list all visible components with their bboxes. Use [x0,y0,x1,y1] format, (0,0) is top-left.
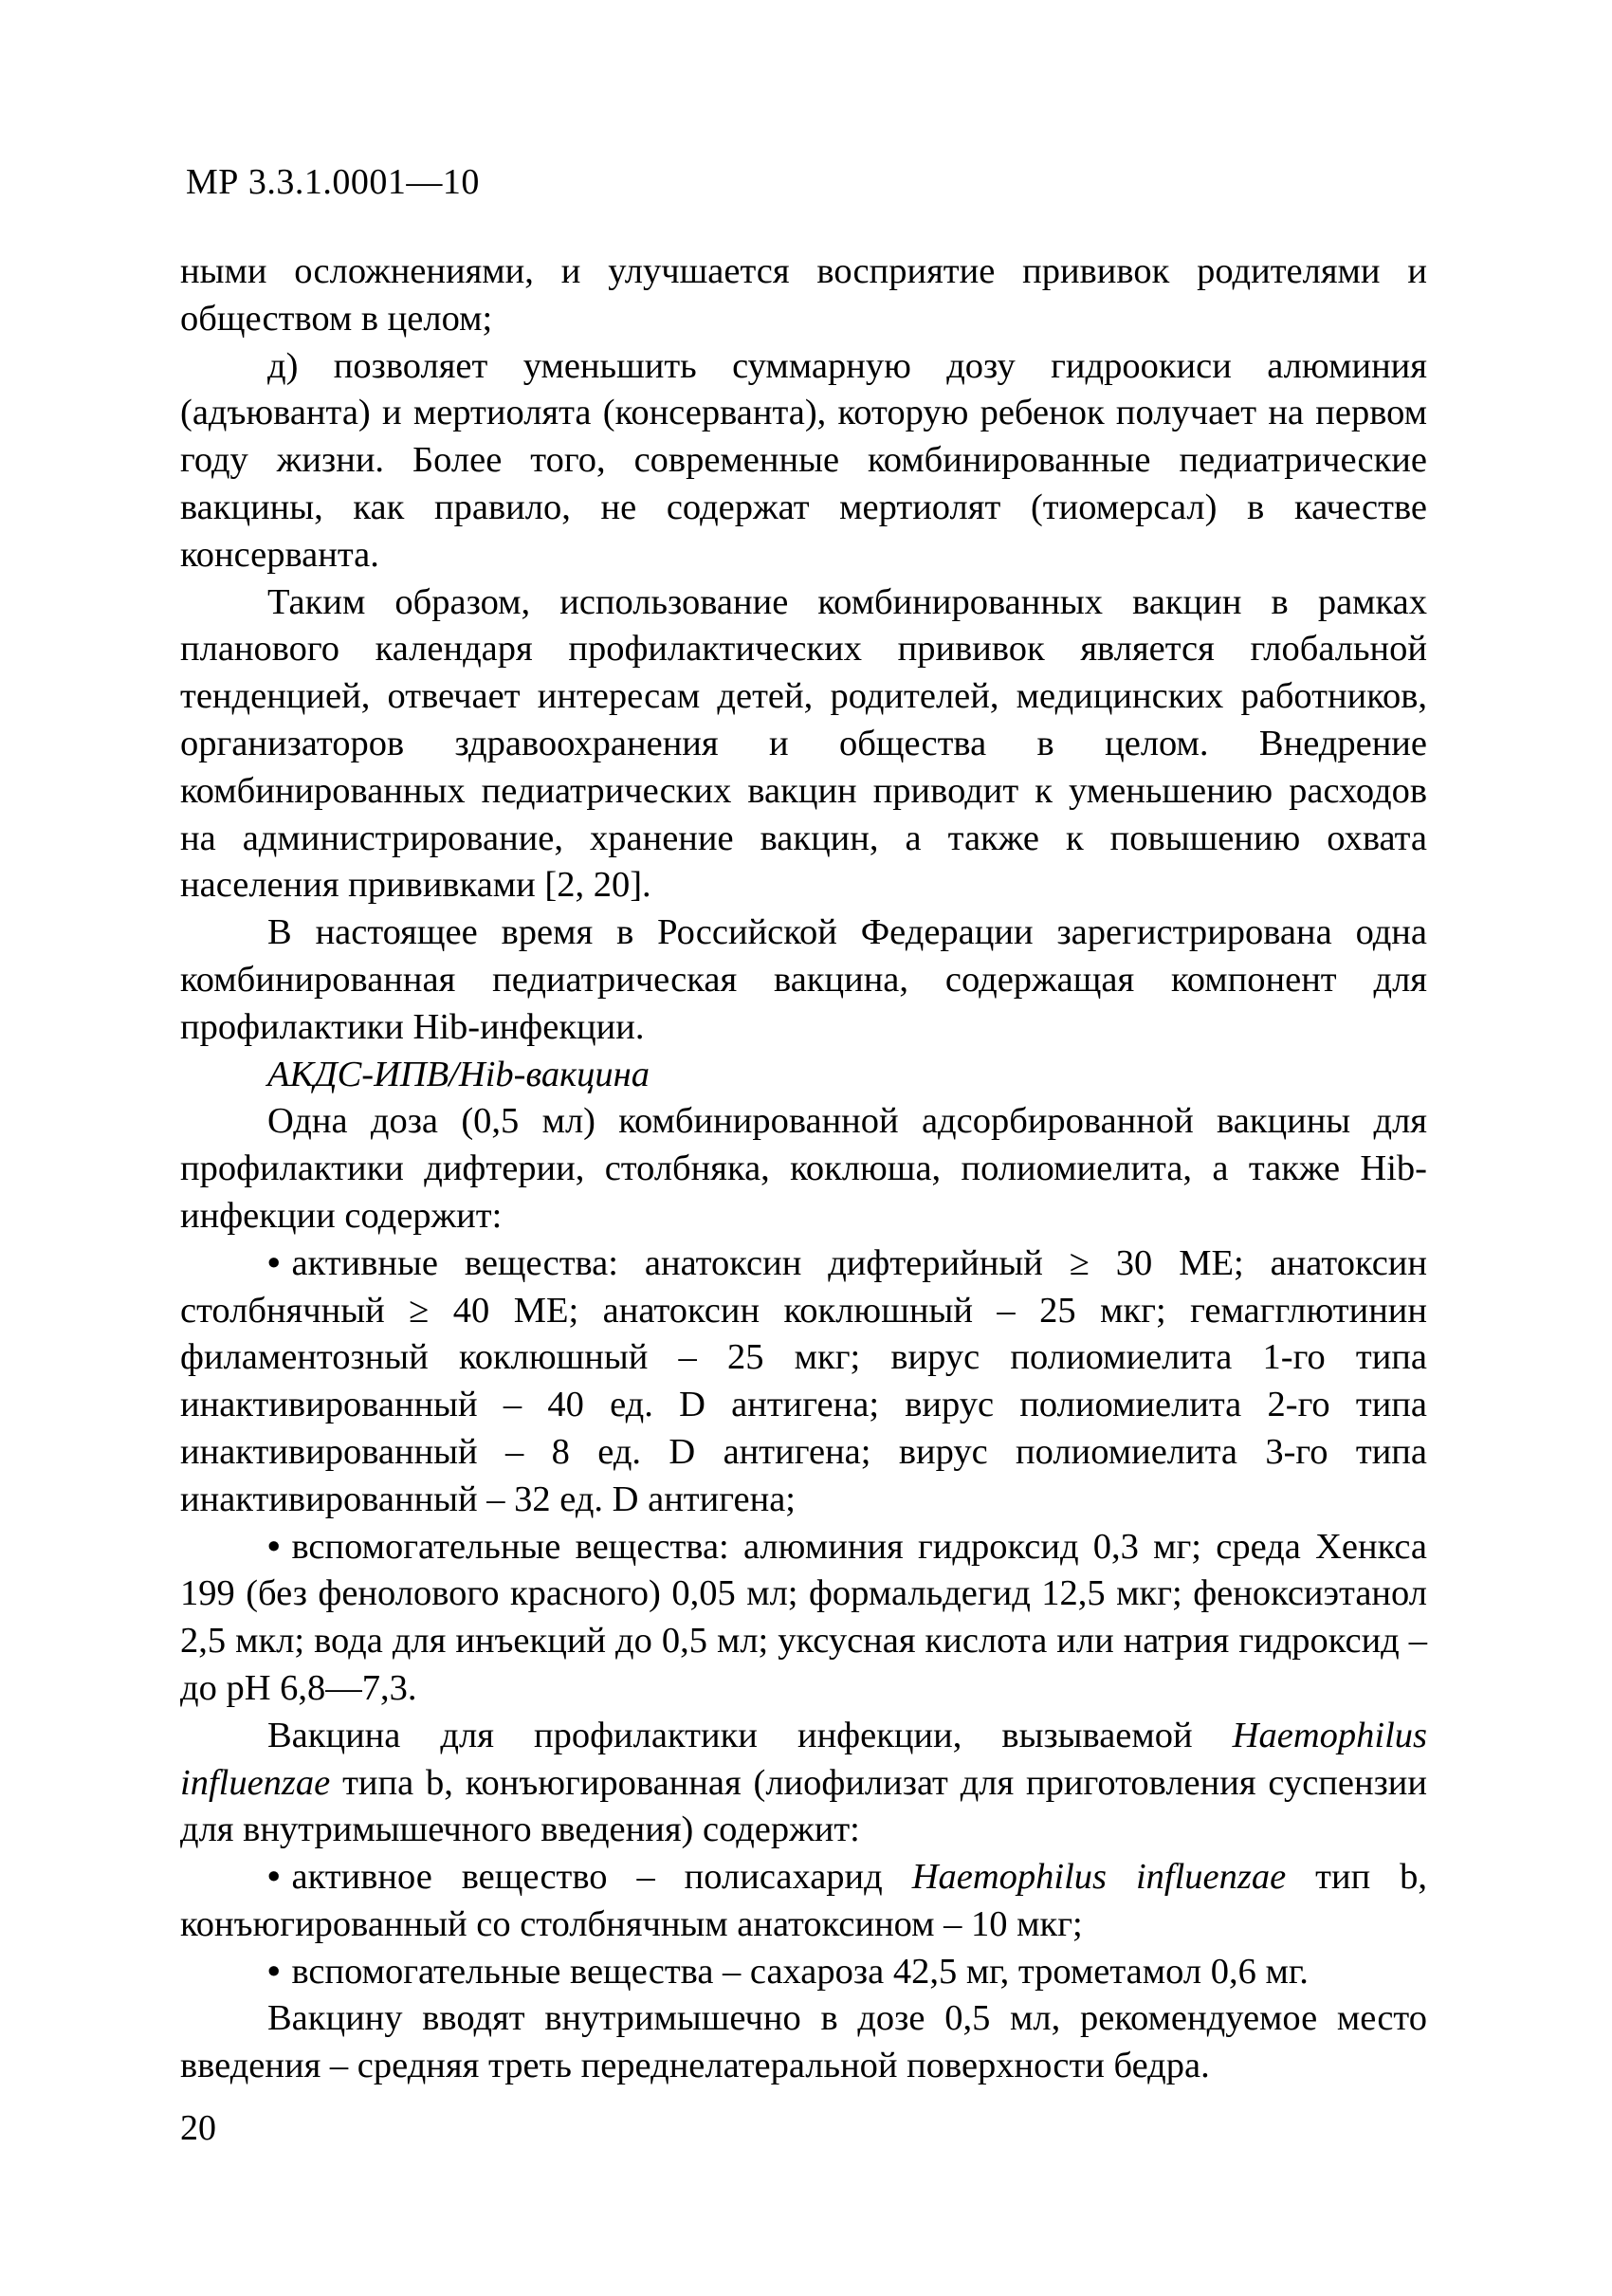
text-segment: активное вещество – полисахарид [291,1857,912,1898]
paragraph-item-d: д) позволяет уменьшить суммарную дозу гидроокиси алюминия (адъюванта) и мертиолята (консерванта), которую ребенок получает на первом году жизни. Более того, современные комбинированные педиатрические вакцины, как правило, не содержат мертиолят (тиомерсал) в качестве консерванта. [180,345,1427,575]
paragraph-conclusion: Таким образом, использование комбинированных вакцин в рамках планового календаря профилактических прививок является глобальной тенденцией, отвечает интересам детей, родителей, медицинских работников, организаторов здравоохранения и общества в целом. Внедрение комбинированных педиатрических вакцин приводит к уменьшению расходов на администрирование, хранение вакцин, а также к повышению охвата населения прививками [2, 20]. [180,581,1427,906]
paragraph-continuation: ными осложнениями, и улучшается восприятие прививок родителями и обществом в целом; [180,251,1427,339]
text-segment: Вакцина для профилактики инфекции, вызываемой [267,1715,1233,1755]
text-segment: типа b, конъюгированная (лиофилизат для приготовления суспензии для внутримышечного введения) содержит: [180,1762,1427,1850]
species-name: Haemophilus influenzae [911,1857,1287,1898]
paragraph-registration: В настоящее время в Российской Федерации зарегистрирована одна комбинированная педиатрическая вакцина, содержащая компонент для профилактики Hib-инфекции. [180,912,1427,1047]
document-number: МР 3.3.1.0001—10 [186,162,480,202]
species-name: Haemophilus influenzae [180,1715,1427,1803]
paragraph-administration: Вакцину вводят внутримышечно в дозе 0,5 мл, рекомендуемое место введения – средняя треть переднелатеральной поверхности бедра. [180,1998,1427,2086]
bullet-hib-active [180,1854,1427,1949]
text-segment: тип b, конъюгированный со столбнячным анатоксином – 10 мкг; [180,1857,1427,1944]
bullet-hib-excipients: • вспомогательные вещества – сахароза 42,5 мг, трометамол 0,6 мг. [180,1949,1427,1996]
bullet-excipients: • вспомогательные вещества: алюминия гидроксид 0,3 мг; среда Хенкса 199 (без фенолового красного) 0,05 мл; формальдегид 12,5 мкг; феноксиэтанол 2,5 мкл; вода для инъекций до 0,5 мл; уксусная кислота или натрия гидроксид – до pH 6,8—7,3. [180,1524,1427,1713]
paragraph-hib-vaccine [180,1713,1427,1854]
vaccine-heading: АКДС-ИПВ/Hib-вакцина [267,1054,650,1094]
page-number: 20 [180,2108,216,2148]
body-text [180,248,1427,2090]
paragraph-dose: Одна доза (0,5 мл) комбинированной адсорбированной вакцины для профилактики дифтерии, столбняка, коклюша, полиомиелита, а также Hib-инфекции содержит: [180,1101,1427,1236]
bullet-active-substances: • активные вещества: анатоксин дифтерийный ≥ 30 МЕ; анатоксин столбнячный ≥ 40 МЕ; анатоксин коклюшный – 25 мкг; гемагглютинин филаментозный коклюшный – 25 мкг; вирус полиомиелита 1-го типа инактивированный – 40 ед. D антигена; вирус полиомиелита 2-го типа инактивированный – 8 ед. D антигена; вирус полиомиелита 3-го типа инактивированный – 32 ед. D антигена; [180,1240,1427,1524]
